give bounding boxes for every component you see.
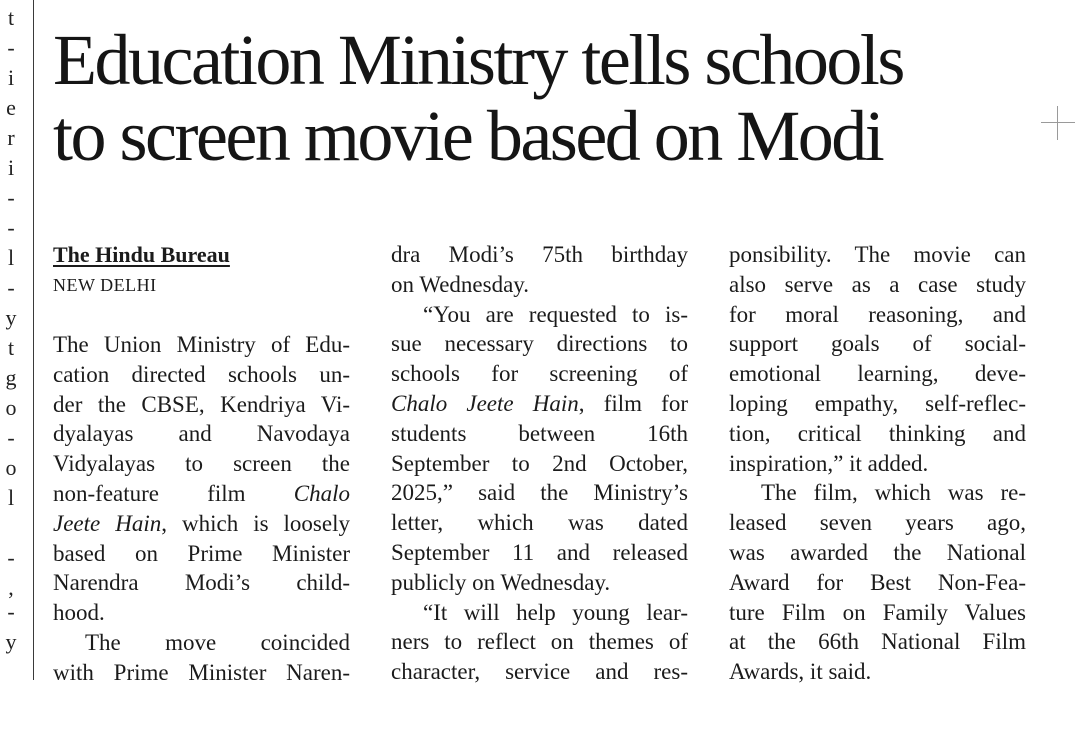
body-line: September to 2nd October, — [391, 450, 688, 476]
body-line: Awards, it said. — [729, 659, 872, 685]
body-line: was awarded the National — [729, 539, 1026, 565]
dateline: NEW DELHI — [53, 275, 157, 295]
body-line: leased seven years ago, — [729, 510, 1026, 536]
adjacent-column-fragment — [0, 0, 26, 729]
body-line: der the CBSE, Kendriya Vi- — [53, 391, 350, 417]
body-line: 2025,” said the Ministry’s — [391, 480, 688, 506]
edge-char: , — [8, 575, 14, 600]
body-line: “You are requested to is- — [423, 301, 688, 327]
edge-char: - — [7, 215, 15, 240]
edge-char: e — [6, 95, 16, 120]
column-rule — [33, 0, 34, 680]
article-column-3 — [729, 240, 1026, 687]
body-line: inspiration,” it added. — [729, 450, 929, 476]
edge-char: i — [7, 65, 15, 90]
headline-line: to screen movie based on Modi — [53, 96, 883, 176]
film-title: Chalo Jeete Hain — [391, 390, 579, 416]
byline: The Hindu Bureau — [53, 242, 230, 267]
body-line: with Prime Minister Naren- — [53, 659, 350, 685]
body-line: ners to reflect on themes of — [391, 629, 688, 655]
edge-char: - — [7, 545, 15, 570]
body-line: “It will help young lear- — [423, 599, 688, 625]
body-line: Award for Best Non-Fea- — [729, 569, 1026, 595]
body-line: letter, which was dated — [391, 510, 688, 536]
headline-line: Education Ministry tells schools — [53, 20, 903, 100]
crop-mark-icon — [1041, 106, 1075, 140]
body-text: , which is loosely — [161, 510, 350, 536]
body-line: hood. — [53, 600, 105, 626]
body-line: on Wednesday. — [391, 271, 530, 297]
article-column-1 — [53, 240, 350, 688]
body-line: The Union Ministry of Edu- — [53, 332, 350, 357]
body-line: ponsibility. The movie can — [729, 242, 1026, 267]
body-line: schools for screening of — [391, 361, 688, 387]
body-line: The move coincided — [85, 629, 350, 655]
body-line: publicly on Wednesday. — [391, 569, 611, 595]
film-title: Jeete Hain — [53, 510, 162, 536]
edge-char: - — [7, 425, 15, 450]
edge-char: g — [5, 365, 17, 390]
body-line: dra Modi’s 75th birthday — [391, 242, 688, 267]
edge-char: - — [7, 599, 15, 624]
body-line: support goals of social- — [729, 331, 1026, 357]
body-line: based on Prime Minister — [53, 540, 350, 566]
edge-char: t — [7, 5, 15, 30]
edge-char: - — [7, 275, 15, 300]
edge-char: y — [5, 629, 17, 654]
edge-char: t — [7, 335, 15, 360]
body-line: The film, which was re- — [761, 480, 1026, 506]
article-column-2 — [391, 240, 688, 687]
body-line: also serve as a case study — [729, 271, 1026, 297]
edge-char: y — [5, 305, 17, 330]
body-line: Vidyalayas to screen the — [53, 451, 350, 477]
edge-char: l — [7, 245, 15, 270]
body-line: for moral reasoning, and — [729, 301, 1026, 327]
body-text: non-feature film — [53, 480, 294, 506]
edge-char: - — [7, 35, 15, 60]
body-line: character, service and res- — [391, 659, 688, 685]
body-line — [53, 479, 350, 509]
edge-char: i — [7, 155, 15, 180]
body-line: cation directed schools un- — [53, 361, 350, 387]
body-line: sue necessary directions to — [391, 331, 688, 357]
body-line: Narendra Modi’s child- — [53, 570, 350, 596]
body-line: September 11 and released — [391, 539, 688, 565]
edge-char: o — [5, 455, 17, 480]
body-line: tion, critical thinking and — [729, 420, 1026, 446]
body-line: emotional learning, deve- — [729, 361, 1026, 387]
edge-char: o — [5, 395, 17, 420]
body-line: dyalayas and Navodaya — [53, 421, 350, 447]
edge-char: - — [7, 185, 15, 210]
body-line: loping empathy, self-reflec- — [729, 390, 1026, 416]
headline — [53, 22, 1043, 174]
body-line — [53, 509, 350, 539]
edge-char: l — [7, 485, 15, 510]
body-line: at the 66th National Film — [729, 629, 1026, 655]
body-line: ture Film on Family Values — [729, 599, 1026, 625]
body-text: , film for — [578, 390, 688, 416]
edge-char: r — [7, 125, 15, 150]
film-title: Chalo — [293, 480, 350, 506]
body-line: students between 16th — [391, 420, 688, 446]
body-line — [391, 389, 688, 419]
